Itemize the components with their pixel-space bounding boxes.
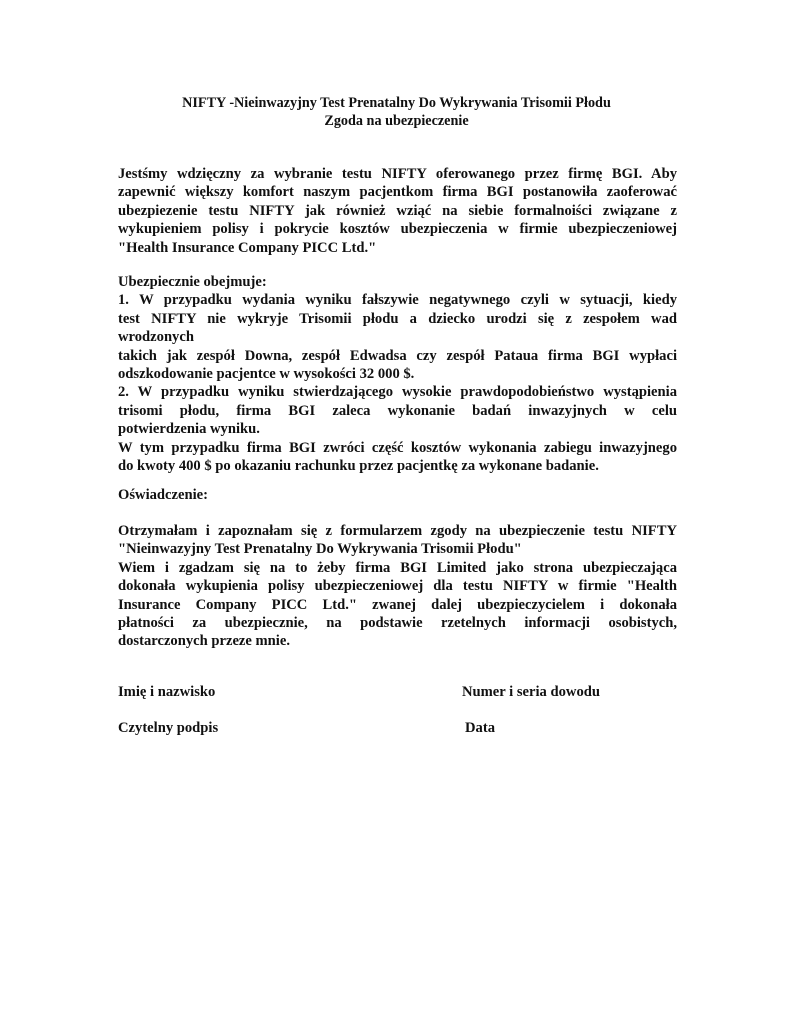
declaration-line: dokonała wykupienia polisy ubezpieczeniowej dla testu NIFTY w firmie "Health (118, 578, 677, 595)
id-number-field-label: Numer i seria dowodu (462, 684, 600, 700)
coverage-line: trisomi płodu, firma BGI zaleca wykonanie badań inwazyjnych w celu (118, 402, 677, 419)
document-title: NIFTY -Nieinwazyjny Test Prenatalny Do Wykrywania Trisomii Płodu (182, 95, 611, 111)
intro-line: wykupieniem polisy i pokrycie kosztów ubezpieczenia w firmie ubezpieczeniowej (118, 221, 677, 238)
intro-line: Jestśmy wdzięczny za wybranie testu NIFTY oferowanego przez firmę BGI. Aby (118, 166, 677, 182)
signature-field-label: Czytelny podpis (118, 720, 219, 736)
coverage-line: W tym przypadku firma BGI zwróci część kosztów wykonania zabiegu inwazyjnego (118, 439, 677, 456)
intro-line: zapewnić większy komfort naszym pacjentkom firma BGI postanowiła zaoferować (118, 184, 677, 201)
intro-line: ubezpiezenie testu NIFTY jak również wziąć na siebie formalnoiści związane z (118, 202, 677, 219)
coverage-section (118, 273, 677, 475)
coverage-line: do kwoty 400 $ po okazaniu rachunku przez pacjentkę za wykonane badanie. (118, 457, 599, 474)
document-subtitle: Zgoda na ubezpieczenie (324, 113, 469, 129)
declaration-line: Otrzymałam i zapoznałam się z formularzem zgody na ubezpieczenie testu NIFTY (118, 523, 677, 539)
declaration-heading: Oświadczenie: (118, 487, 208, 503)
declaration-heading-block (118, 486, 677, 504)
coverage-line: wrodzonych (118, 329, 194, 346)
coverage-line: 1. W przypadku wydania wyniku fałszywie negatywnego czyli w sytuacji, kiedy (118, 292, 677, 309)
declaration-paragraph (118, 522, 677, 651)
coverage-heading: Ubezpiecznie obejmuje: (118, 274, 267, 290)
name-field-label: Imię i nazwisko (118, 684, 216, 700)
intro-paragraph (118, 165, 677, 257)
coverage-line: takich jak zespół Downa, zespół Edwadsa czy zespół Pataua firma BGI wypłaci (118, 347, 677, 364)
coverage-line: potwierdzenia wyniku. (118, 421, 260, 438)
declaration-line: "Nieinwazyjny Test Prenatalny Do Wykrywania Trisomii Płodu" (118, 541, 522, 558)
date-field-label: Data (465, 720, 495, 736)
coverage-line: odszkodowanie pacjentce w wysokości 32 000 $. (118, 365, 415, 382)
declaration-line: dostarczonych przeze mnie. (118, 633, 290, 650)
declaration-line: płatności za ubezpiecznie, na podstawie rzetelnych informacji osobistych, (118, 614, 677, 631)
declaration-line: Wiem i zgadzam się na to żeby firma BGI Limited jako strona ubezpieczająca (118, 559, 677, 576)
coverage-line: 2. W przypadku wyniku stwierdzającego wysokie prawdopodobieństwo wystąpienia (118, 384, 677, 401)
intro-line: "Health Insurance Company PICC Ltd." (118, 239, 377, 256)
declaration-line: Insurance Company PICC Ltd." zwanej dalej ubezpieczycielem i dokonała (118, 596, 677, 613)
coverage-line: test NIFTY nie wykryje Trisomii płodu a dziecko urodzi się z zespołem wad (118, 310, 677, 327)
